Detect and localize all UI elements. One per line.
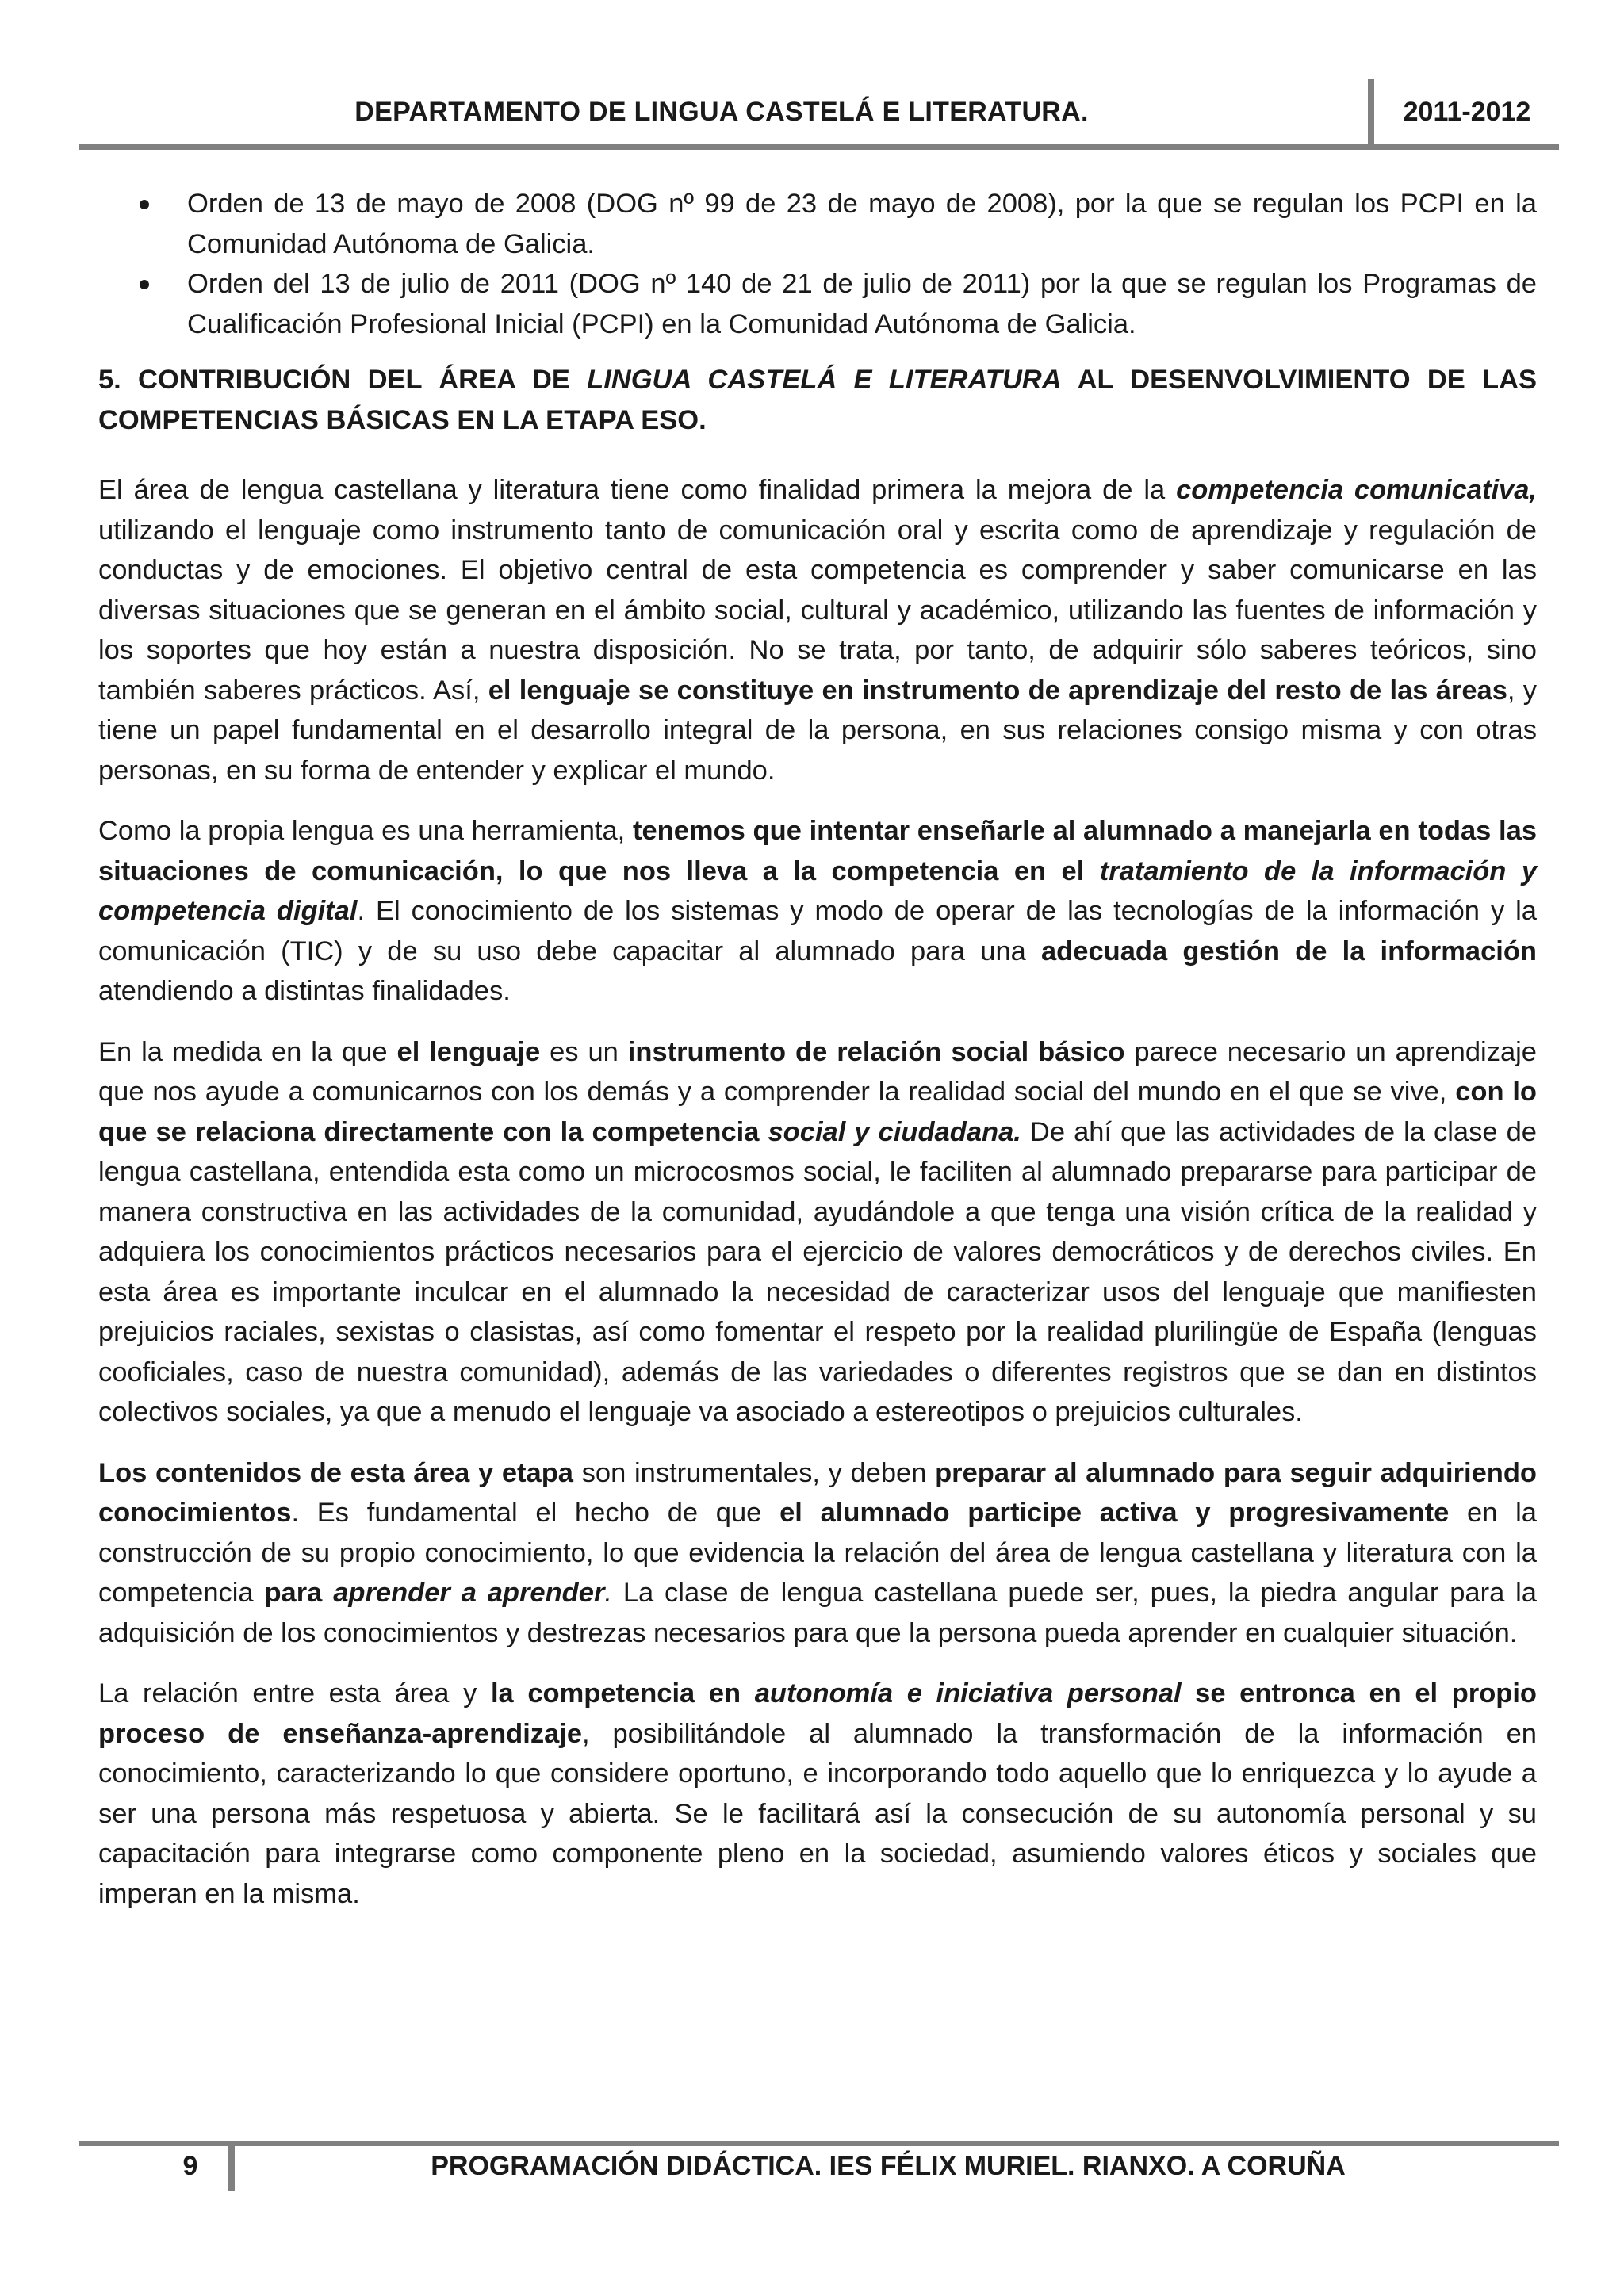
text-run: De ahí que las actividades de la clase de lengua castellana, entendida esta como un microcosmos social, le faciliten al alumnado prepararse para participar de manera constructiva en las actividades de la comunidad, ayudándole a que tenga una visión crítica de la realidad y adquiera los conocimientos prácticos necesarios para el ejercicio de valores democráticos y de derechos civiles. En esta área es importante inculcar en el alumnado la necesidad de caracterizar usos del lenguaje que manifiesten prejuicios raciales, sexistas o clasistas, así como fomentar el respeto por la realidad plurilingüe de España (lenguas cooficiales, caso de nuestra comunidad), además de las variedades o diferentes registros que se dan en distintos colectivos sociales, ya que a menudo el lenguaje va asociado a estereotipos o prejuicios culturales.: [98, 1116, 1537, 1427]
footer-divider: [228, 2145, 235, 2191]
italic-run: .: [604, 1578, 612, 1608]
paragraph: [98, 1674, 1537, 1914]
text-run: .: [357, 896, 366, 926]
bold-run: el alumnado participe activa y progresivamente: [779, 1498, 1450, 1528]
text-run: . Es fundamental el hecho de que: [291, 1498, 780, 1528]
text-run: atendiendo a distintas finalidades.: [98, 976, 511, 1006]
bullet-item: [98, 184, 1537, 264]
text-run: utilizando el lenguaje como instrumento tanto de comunicación oral y escrita como de aprendizaje y regulación de conductas y de emociones. El objetivo central de esta competencia es comprender y saber comunicarse en las diversas situaciones que se generan en el ámbito social, cultural y académico, utilizando las fuentes de información y los soportes que hoy están a nuestra disposición. No se trata, por tanto, de adquirir sólo saberes teóricos, sino también saberes prácticos. Así,: [98, 515, 1537, 706]
text-run: en la construcción de su propio conocimiento, lo que evidencia la relación del área de lengua castellana y literatura con la competencia: [98, 1498, 1537, 1608]
bold-italic-run: autonomía e iniciativa personal: [754, 1678, 1182, 1709]
bold-italic-run: social y ciudadana.: [768, 1116, 1021, 1147]
bold-run: se entronca en el propio proceso de enseñanza-aprendizaje: [98, 1678, 1538, 1749]
paragraph: [98, 1453, 1537, 1654]
section-heading-post: AL DESENVOLVIMIENTO DE LAS COMPETENCIAS BÁSICAS EN LA ETAPA ESO.: [98, 365, 1537, 435]
text-run: , y tiene un papel fundamental en el desarrollo integral de la persona, en sus relaciones consigo misma y con otras personas, en su forma de entender y explicar el mundo.: [98, 675, 1537, 786]
footer-title: PROGRAMACIÓN DIDÁCTICA. IES FÉLIX MURIEL. RIANXO. A CORUÑA: [431, 2151, 1346, 2181]
page-number: 9: [182, 2151, 198, 2181]
section-heading-emphasis: LINGUA CASTELÁ E LITERATURA: [587, 365, 1062, 395]
text-run: parece necesario un aprendizaje que nos ayude a comunicarnos con los demás y a comprender la realidad social del mundo en el que se vive,: [98, 1036, 1537, 1107]
section-heading-pre: 5. CONTRIBUCIÓN DEL ÁREA DE: [98, 365, 588, 395]
text-run: , posibilitándole al alumnado la transformación de la información en conocimiento, caracterizando lo que considere oportuno, e incorporando todo aquello que lo enriquezca y lo ayude a ser una persona más respetuosa y abierta. Se le facilitará así la consecución de su autonomía personal y su capacitación para integrarse como componente pleno en la sociedad, asumiendo valores éticos y sociales que imperan en la misma.: [98, 1718, 1537, 1909]
bold-italic-run: aprender a aprender: [333, 1578, 605, 1608]
section-heading: [98, 360, 1537, 440]
bullet-item: [98, 264, 1537, 344]
text-run: La clase de lengua castellana puede ser, pues, la piedra angular para la adquisición de los conocimientos y destrezas necesarios para que la persona pueda aprender en cualquier situación.: [98, 1578, 1537, 1648]
bold-run: la competencia en: [490, 1678, 755, 1709]
header-divider: [1368, 79, 1374, 147]
header-rule: [79, 144, 1559, 150]
bold-run: preparar al alumnado para seguir adquiriendo conocimientos: [98, 1457, 1537, 1528]
bold-run: para: [264, 1578, 334, 1608]
bold-italic-run: tratamiento de la información y competencia digital: [98, 855, 1538, 926]
paragraph: [98, 1032, 1537, 1433]
bold-run: con lo que se relaciona directamente con la competencia: [98, 1077, 1537, 1147]
bullet-icon: [140, 280, 149, 289]
bullet-list: [98, 184, 1537, 344]
text-run: El área de lengua castellana y literatura tiene como finalidad primera la mejora de la: [98, 475, 1177, 505]
bold-run: Los contenidos de esta área y etapa: [98, 1457, 573, 1488]
header-year: 2011-2012: [1403, 97, 1531, 127]
bold-run: el lenguaje: [396, 1036, 541, 1067]
bold-run: instrumento de relación social básico: [627, 1036, 1125, 1067]
text-run: es un: [540, 1036, 628, 1067]
footer-rule: [79, 2141, 1559, 2146]
text-run: El conocimiento de los sistemas y modo de operar de las tecnologías de la información y la comunicación (TIC) y de su uso debe capacitar al alumnado para una: [98, 896, 1537, 966]
text-run: Como la propia lengua es una herramienta,: [98, 816, 633, 846]
bullet-text: Orden de 13 de mayo de 2008 (DOG nº 99 de 23 de mayo de 2008), por la que se regulan los PCPI en la Comunidad Autónoma de Galicia.: [187, 189, 1537, 259]
header-title: DEPARTAMENTO DE LINGUA CASTELÁ E LITERATURA.: [354, 97, 1089, 127]
text-run: La relación entre esta área y: [98, 1678, 491, 1709]
bullet-text: Orden del 13 de julio de 2011 (DOG nº 140 de 21 de julio de 2011) por la que se regulan los Programas de Cualificación Profesional Inicial (PCPI) en la Comunidad Autónoma de Galicia.: [187, 269, 1537, 339]
bold-run: tenemos que intentar enseñarle al alumnado a manejarla en todas las situaciones de comunicación, lo que nos lleva a la competencia en el: [98, 816, 1538, 886]
text-run: En la medida en la que: [98, 1036, 397, 1067]
bold-run: el lenguaje se constituye en instrumento de aprendizaje del resto de las áreas: [488, 675, 1507, 706]
bold-run: adecuada gestión de la información: [1041, 936, 1537, 966]
text-run: son instrumentales, y deben: [573, 1457, 936, 1488]
paragraph: [98, 811, 1537, 1012]
bold-italic-run: competencia comunicativa,: [1176, 475, 1537, 505]
document-body: [98, 184, 1537, 1934]
bullet-icon: [140, 200, 149, 209]
paragraph: [98, 470, 1537, 790]
